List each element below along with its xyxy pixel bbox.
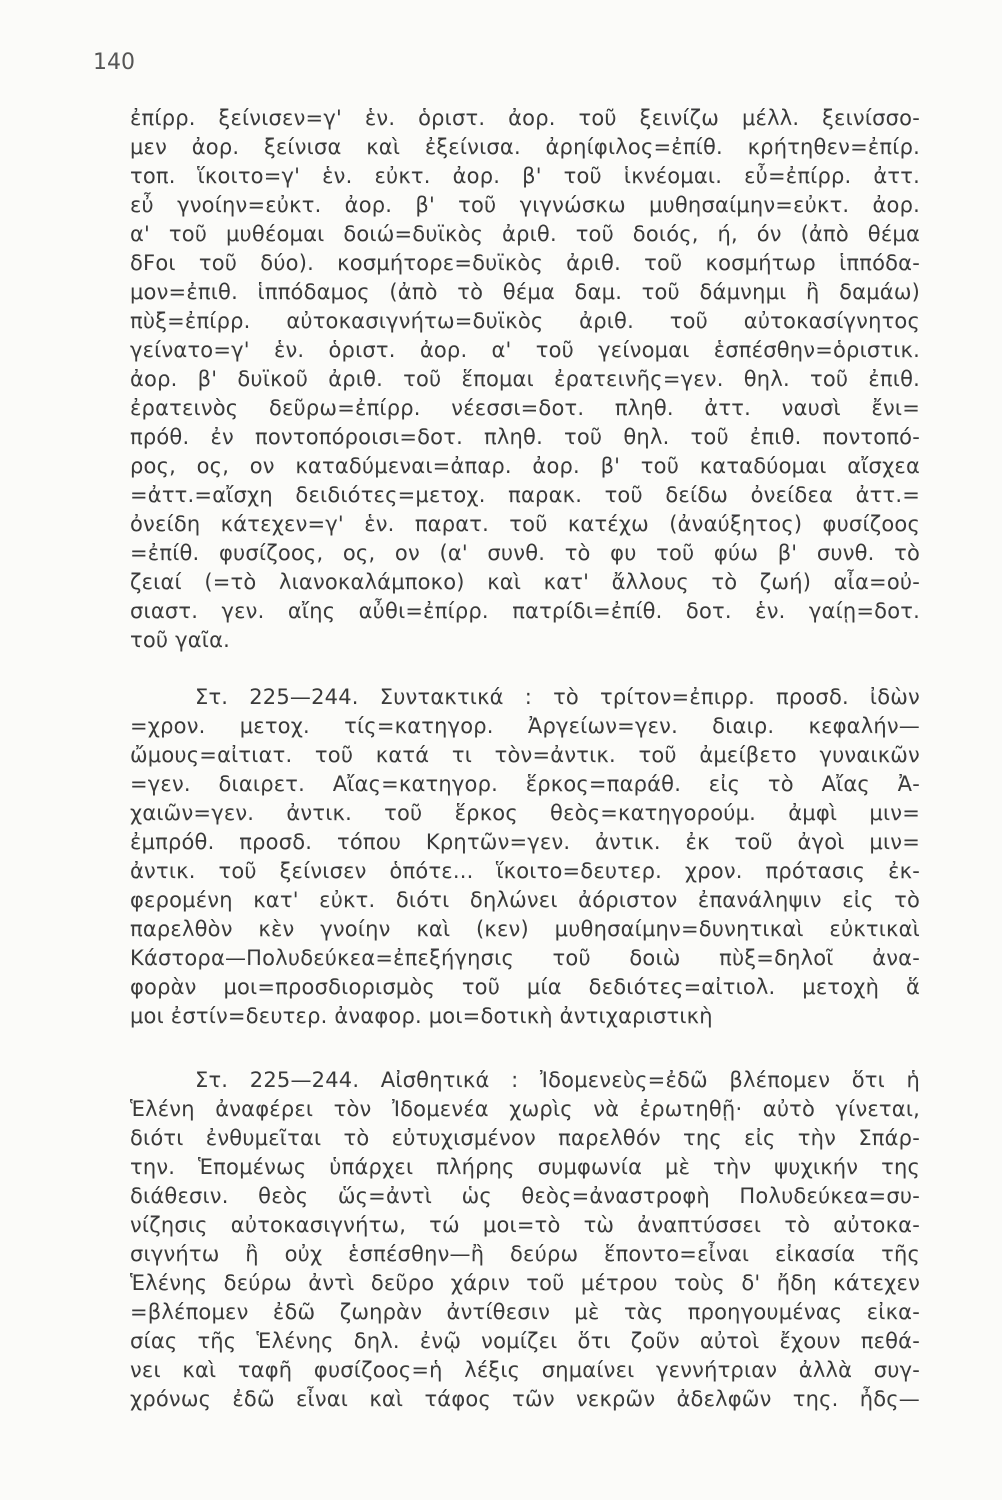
text-line: σιαστ. γεν. αἴης αὖθι=ἐπίρρ. πατρίδι=ἐπίθ. δοτ. ἑν. γαίῃ=δοτ.	[130, 599, 920, 623]
text-line: χρόνως ἐδῶ εἶναι καὶ τάφος τῶν νεκρῶν ἀδελφῶν της. ἦδς—	[130, 1387, 920, 1411]
text-line: σιγνήτω ἢ οὐχ ἑσπέσθην—ἢ δεύρω ἕποντο=εἶναι εἰκασία τῆς	[130, 1242, 920, 1266]
text-line: ἐπίρρ. ξείνισεν=γ' ἑν. ὁριστ. ἀορ. τοῦ ξεινίζω μέλλ. ξεινίσσο-	[130, 106, 920, 130]
text-line: =ἀττ.=αἴσχη δειδιότες=μετοχ. παρακ. τοῦ δείδω ὀνείδεα ἀττ.=	[130, 483, 920, 507]
text-line: Στ. 225—244. Αἰσθητικά : Ἰδομενεὺς=ἐδῶ βλέπομεν ὅτι ἡ	[195, 1068, 920, 1092]
text-line: =γεν. διαιρετ. Αἴας=κατηγορ. ἕρκος=παράθ. εἰς τὸ Αἴας Ἀ-	[130, 772, 920, 796]
text-line: τοῦ γαῖα.	[130, 628, 231, 652]
text-line: τοπ. ἵκοιτο=γ' ἑν. εὐκτ. ἀορ. β' τοῦ ἱκνέομαι. εὖ=ἐπίρρ. ἀττ.	[130, 164, 920, 188]
text-line: διάθεσιν. θεὸς ὥς=ἀντὶ ὡς θεὸς=ἀναστροφὴ Πολυδεύκεα=συ-	[130, 1184, 920, 1208]
text-line: Στ. 225—244. Συντακτικά : τὸ τρίτον=ἐπιρρ. προσδ. ἰδὼν	[195, 685, 920, 709]
text-line: =ἐπίθ. φυσίζοος, ος, ον (α' συνθ. τὸ φυ τοῦ φύω β' συνθ. τὸ	[130, 541, 920, 565]
text-line: ἀντικ. τοῦ ξείνισεν ὁπότε... ἵκοιτο=δευτερ. χρον. πρότασις ἐκ-	[130, 859, 920, 883]
text-line: γείνατο=γ' ἑν. ὁριστ. ἀορ. α' τοῦ γείνομαι ἑσπέσθην=ὁριστικ.	[130, 338, 920, 362]
text-line: φερομένη κατ' εὐκτ. διότι δηλώνει ἀόριστον ἐπανάληψιν εἰς τὸ	[130, 888, 920, 912]
text-line: α' τοῦ μυθέομαι δοιώ=δυϊκὸς ἀριθ. τοῦ δοιός, ή, όν (ἀπὸ θέμα	[130, 222, 920, 246]
text-line: ἀορ. β' δυϊκοῦ ἀριθ. τοῦ ἕπομαι ἐρατεινῆς=γεν. θηλ. τοῦ ἐπιθ.	[130, 367, 920, 391]
paragraph-syntax	[130, 683, 920, 1031]
text-line: μον=ἐπιθ. ἱππόδαμος (ἀπὸ τὸ θέμα δαμ. τοῦ δάμνημι ἢ δαμάω)	[130, 280, 920, 304]
text-line: νει καὶ ταφῆ φυσίζοος=ἡ λέξις σημαίνει γεννήτριαν ἀλλὰ συγ-	[130, 1358, 920, 1382]
paragraph-glossary	[130, 104, 920, 655]
paragraph-aesthetics	[130, 1066, 920, 1414]
text-line: εὖ γνοίην=εὐκτ. ἀορ. β' τοῦ γιγνώσκω μυθησαίμην=εὐκτ. ἀορ.	[130, 193, 920, 217]
text-line: Ἑλένης δεύρω ἀντὶ δεῦρο χάριν τοῦ μέτρου τοὺς δ' ἤδη κάτεχεν	[130, 1271, 920, 1295]
text-line: ἐρατεινὸς δεῦρω=ἐπίρρ. νέεσσι=δοτ. πληθ. ἀττ. ναυσὶ ἔνι=	[130, 396, 920, 420]
text-line: χαιῶν=γεν. ἀντικ. τοῦ ἕρκος θεὸς=κατηγορούμ. ἀμφὶ μιν=	[130, 801, 920, 825]
text-line: ζειαί (=τὸ λιανοκαλάμποκο) καὶ κατ' ἄλλους τὸ ζωή) αἶα=οὐ-	[130, 570, 920, 594]
text-line: μεν ἀορ. ξείνισα καὶ ἐξείνισα. ἀρηίφιλος=ἐπίθ. κρήτηθεν=ἐπίρ.	[130, 135, 920, 159]
text-line: πρόθ. ἐν ποντοπόροισι=δοτ. πληθ. τοῦ θηλ. τοῦ ἐπιθ. ποντοπό-	[130, 425, 920, 449]
text-line: ὤμους=αἰτιατ. τοῦ κατά τι τὸν=ἀντικ. τοῦ ἀμείβετο γυναικῶν	[130, 743, 920, 767]
text-line: ἐμπρόθ. προσδ. τόπου Κρητῶν=γεν. ἀντικ. ἐκ τοῦ ἀγοὶ μιν=	[130, 830, 920, 854]
text-line: νίζησις αὐτοκασιγνήτω, τώ μοι=τὸ τὼ ἀναπτύσσει τὸ αὐτοκα-	[130, 1213, 920, 1237]
page-number: 140	[93, 50, 135, 75]
text-line: διότι ἐνθυμεῖται τὸ εὐτυχισμένον παρελθόν της εἰς τὴν Σπάρ-	[130, 1126, 920, 1150]
text-line: =χρον. μετοχ. τίς=κατηγορ. Ἀργείων=γεν. διαιρ. κεφαλήν—	[130, 714, 920, 738]
text-line: φορὰν μοι=προσδιορισμὸς τοῦ μία δεδιότες=αἰτιολ. μετοχὴ ἅ	[130, 975, 920, 999]
text-line: σίας τῆς Ἑλένης δηλ. ἐνῷ νομίζει ὅτι ζοῦν αὐτοὶ ἔχουν πεθά-	[130, 1329, 920, 1353]
text-line: την. Ἑπομένως ὑπάρχει πλήρης συμφωνία μὲ τὴν ψυχικήν της	[130, 1155, 920, 1179]
text-line: παρελθὸν κὲν γνοίην καὶ (κεν) μυθησαίμην=δυνητικαὶ εὐκτικαὶ	[130, 917, 920, 941]
text-line: =βλέπομεν ἐδῶ ζωηρὰν ἀντίθεσιν μὲ τὰς προηγουμένας εἰκα-	[130, 1300, 920, 1324]
text-line: ὀνείδη κάτεχεν=γ' ἑν. παρατ. τοῦ κατέχω (ἀναύξητος) φυσίζοος	[130, 512, 920, 536]
text-line: μοι ἐστίν=δευτερ. ἀναφορ. μοι=δοτικὴ ἀντιχαριστικὴ	[130, 1004, 713, 1028]
text-line: Ἑλένη ἀναφέρει τὸν Ἰδομενέα χωρὶς νὰ ἐρωτηθῇ· αὐτὸ γίνεται,	[130, 1097, 920, 1121]
text-line: δϜοι τοῦ δύο). κοσμήτορε=δυϊκὸς ἀριθ. τοῦ κοσμήτωρ ἱππόδα-	[130, 251, 920, 275]
text-line: ρος, ος, ον καταδύμεναι=ἀπαρ. ἀορ. β' τοῦ καταδύομαι αἴσχεα	[130, 454, 920, 478]
text-line: πὺξ=ἐπίρρ. αὐτοκασιγνήτω=δυϊκὸς ἀριθ. τοῦ αὐτοκασίγνητος	[130, 309, 920, 333]
text-line: Κάστορα—Πολυδεύκεα=ἐπεξήγησις τοῦ δοιὼ πὺξ=δηλοῖ ἀνα-	[130, 946, 920, 970]
